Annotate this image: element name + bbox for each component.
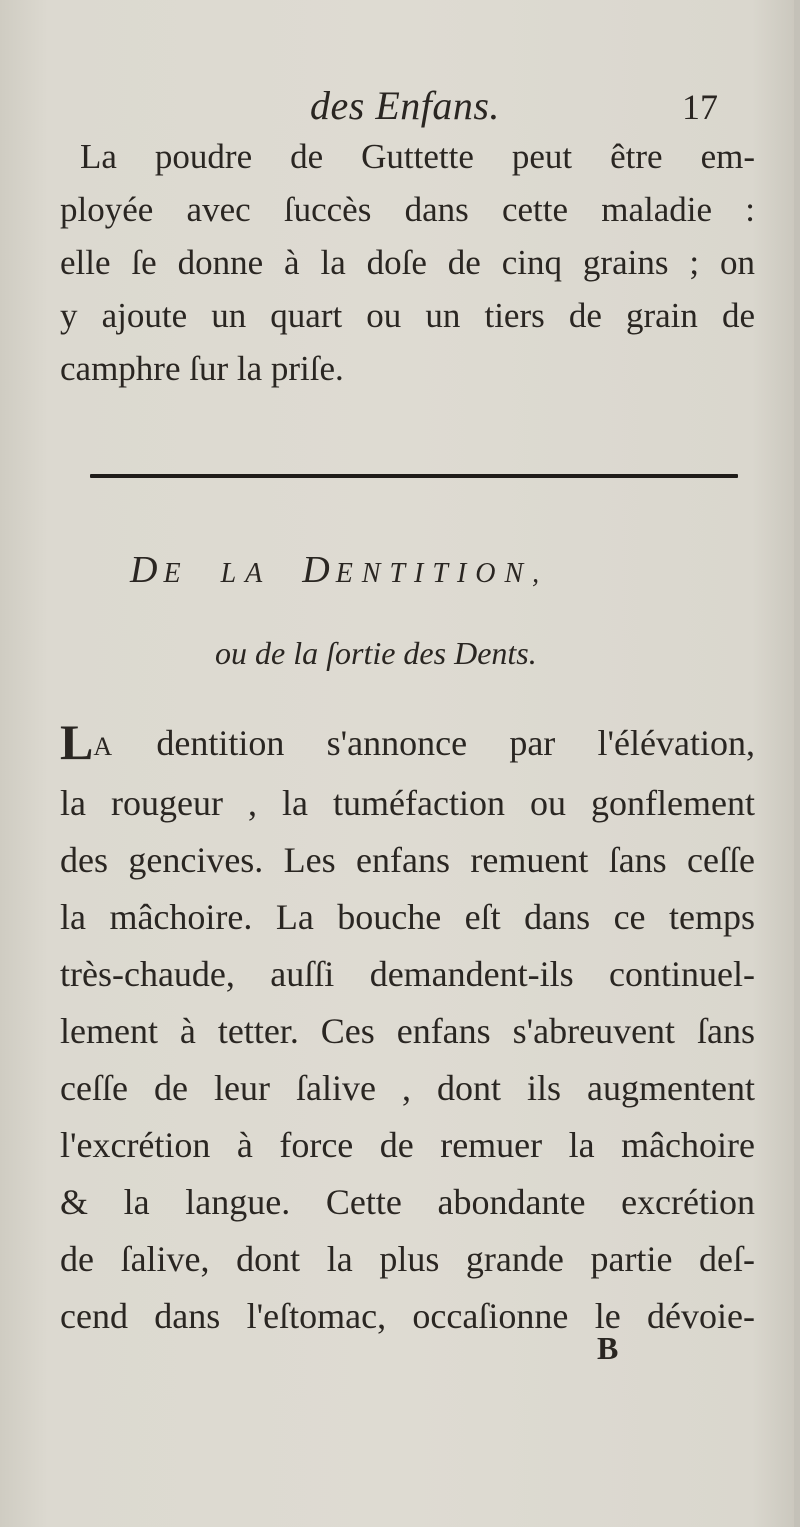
title-smallcaps: LA [220, 558, 272, 589]
paragraph-camphor [60, 130, 755, 395]
text-line: l'excrétion à force de remuer la mâchoire [60, 1125, 755, 1165]
title-smallcaps: ENTITION, [335, 558, 549, 589]
text-line: camphre ſur la priſe. [60, 349, 344, 388]
text-line: de ſalive, dont la plus grande partie deſ- [60, 1239, 755, 1279]
text-line: & la langue. Cette abondante excrétion [60, 1182, 755, 1222]
page-number: 17 [682, 87, 718, 127]
text-line: lement à tetter. Ces enfans s'abreuvent ſans [60, 1011, 755, 1051]
section-divider-rule [90, 474, 738, 478]
drop-cap: L [60, 714, 94, 770]
section-title [130, 548, 650, 592]
page-header [0, 82, 800, 132]
text-line: elle ſe donne à la doſe de cinq grains ; on [60, 243, 755, 282]
text-line: la mâchoire. La bouche eſt dans ce temps [60, 897, 755, 937]
paragraph-dentition [60, 715, 755, 1345]
first-line-text: dentition s'annonce par l'élévation, [114, 723, 755, 763]
text-line: ployée avec ſuccès dans cette maladie : [60, 190, 755, 229]
title-initial: D [130, 549, 164, 591]
smallcap-letter: A [93, 732, 115, 761]
title-smallcaps: E [163, 558, 190, 589]
text-line: La poudre de Guttette peut être em- [80, 137, 755, 176]
text-line: très-chaude, auſſi demandent-ils continuel- [60, 954, 755, 994]
page-edge [794, 0, 800, 1527]
text-line: des gencives. Les enfans remuent ſans ceſſe [60, 840, 755, 880]
signature-mark: B [597, 1330, 619, 1366]
text-line: la rougeur , la tuméfaction ou gonflement [60, 783, 755, 823]
text-line [60, 715, 755, 775]
title-initial: D [302, 549, 336, 591]
text-line: cend dans l'eſtomac, occaſionne le dévoie- [60, 1296, 755, 1336]
section-subtitle: ou de la ſortie des Dents. [215, 635, 537, 671]
text-line: y ajoute un quart ou un tiers de grain de [60, 296, 755, 335]
text-line: ceſſe de leur ſalive , dont ils augmentent [60, 1068, 755, 1108]
running-title: des Enfans. [310, 83, 500, 128]
